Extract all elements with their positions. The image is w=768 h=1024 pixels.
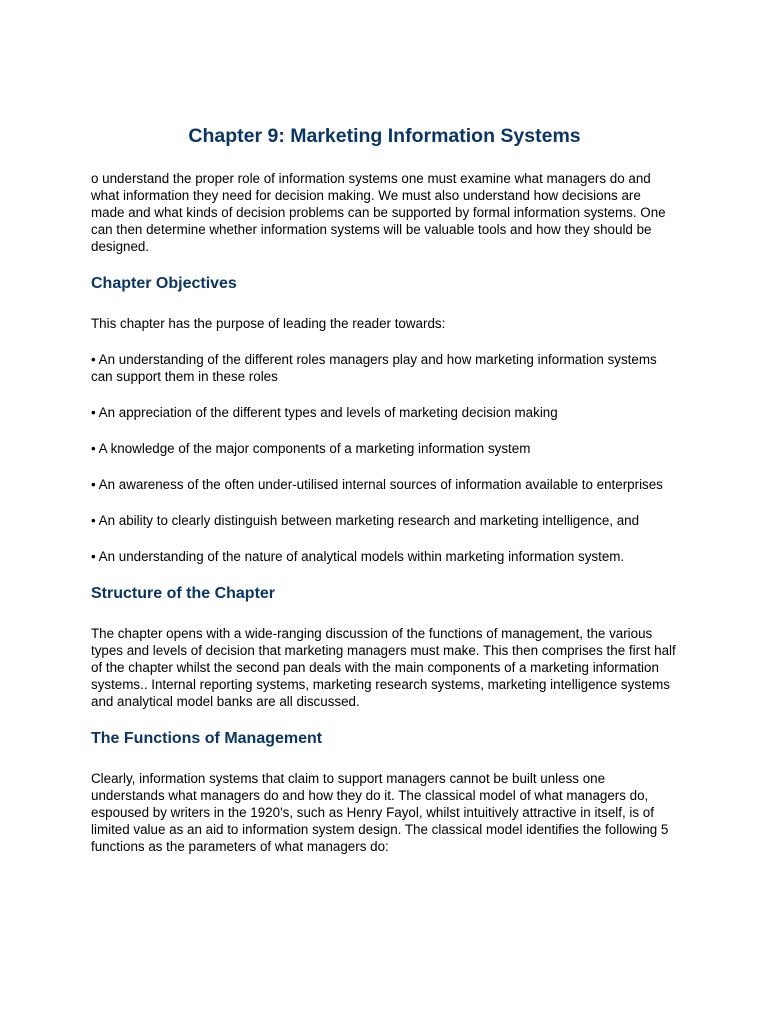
objective-item: • An appreciation of the different types and levels of marketing decision making [91,405,558,420]
objective-item: • An understanding of the nature of analytical models within marketing information system. [91,549,625,564]
objectives-list [91,351,678,565]
functions-heading: The Functions of Management [91,730,323,747]
objective-item: • An understanding of the different roles managers play and how marketing information systems can support them in these roles [91,352,657,384]
objectives-heading: Chapter Objectives [91,275,237,292]
objective-item: • A knowledge of the major components of a marketing information system [91,441,531,456]
page-title: Chapter 9: Marketing Information Systems [188,125,581,147]
objective-item: • An awareness of the often under-utilised internal sources of information available to enterprises [91,477,663,492]
structure-paragraph: The chapter opens with a wide-ranging discussion of the functions of management, the various types and levels of decision that marketing managers must make. This then comprises the first half of the chapter whilst the second pan deals with the main components of a marketing information systems.. Internal reporting systems, marketing research systems, marketing intelligence systems and analytical model banks are all discussed. [91,626,676,709]
objective-item: • An ability to clearly distinguish between marketing research and marketing intelligence, and [91,513,640,528]
objectives-lead: This chapter has the purpose of leading the reader towards: [91,316,446,331]
functions-paragraph: Clearly, information systems that claim to support managers cannot be built unless one understands what managers do and how they do it. The classical model of what managers do, espoused by writers in the 1920's, such as Henry Fayol, whilst intuitively attractive in itself, is of limited value as an aid to information system design. The classical model identifies the following 5 functions as the parameters of what managers do: [91,771,669,854]
intro-paragraph: o understand the proper role of information systems one must examine what managers do and what information they need for decision making. We must also understand how decisions are made and what kinds of decision problems can be supported by formal information systems. One can then determine whether information systems will be valuable tools and how they should be designed. [91,171,666,254]
structure-heading: Structure of the Chapter [91,585,276,602]
